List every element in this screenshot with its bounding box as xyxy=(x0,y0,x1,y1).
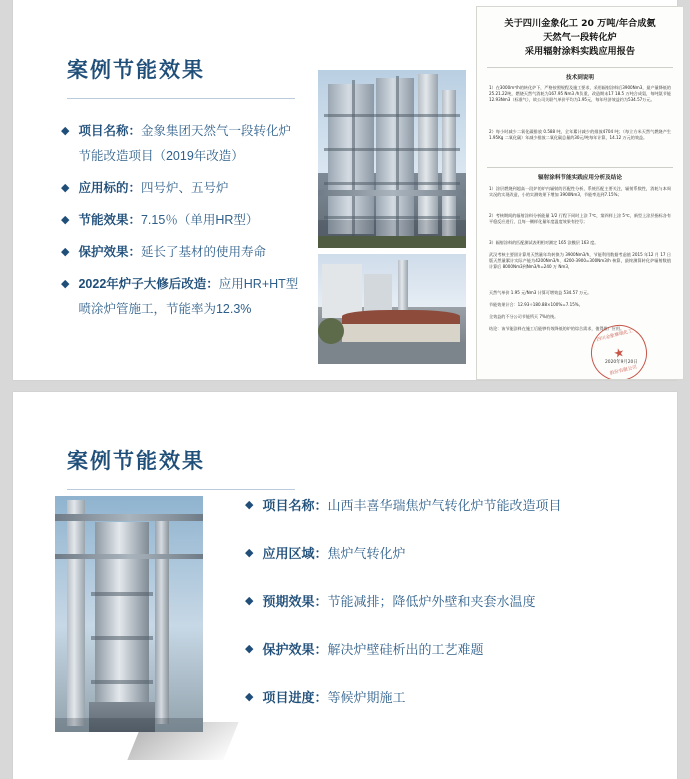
plant-photo-bottom xyxy=(318,254,466,364)
converter-furnace-photo xyxy=(55,496,203,732)
report-title-line-2: 天然气一段转化炉 xyxy=(543,32,617,43)
bullet-item xyxy=(245,640,655,659)
report-paragraph-9: 全效益的不分公司节能所天 7%的统。 xyxy=(489,314,559,319)
bullet-item xyxy=(245,496,655,515)
bullet-value: 等候炉期施工 xyxy=(327,690,406,705)
bullet-value: 焦炉气转化炉 xyxy=(327,546,406,561)
bullet-label: 保护效果： xyxy=(78,245,141,259)
report-conclusion: 结论：该节能涂料在施工后能够有效降低的炉的综合需求，值得推广应用。 xyxy=(489,326,625,331)
report-section-heading-2: 辐射涂料节能实践应用分析及结论 xyxy=(538,175,622,181)
report-paragraph-2: 2）每小时减少二氧化碳排放 0.588 吨，全年累计减少的排放4704 吨；（每立方米天然气燃烧产生 1.95Kg 二氧化碳）年减少排放二氧化碳总量约30元/吨每年计算，14.12 万元的效益。 xyxy=(489,129,671,141)
bullet-value: 山西丰喜华瑞焦炉气转化炉节能改造项目 xyxy=(327,498,562,513)
bullet-continuation: 节能改造项目（2019年改造） xyxy=(78,149,244,163)
slide-1-title: 案例节能效果 xyxy=(67,58,205,82)
slide-1 xyxy=(13,0,677,380)
bullet-item xyxy=(61,211,311,230)
bullet-item xyxy=(245,688,655,707)
report-divider xyxy=(487,67,673,68)
diamond-bullet-icon: ◆ xyxy=(61,125,70,137)
bullet-label: 项目名称： xyxy=(78,124,141,138)
report-paragraph-4: 2）考核期间的辐射涂料分析能量 1/2 行程下同时上涂 7℃，第四样上涂 5℃，新型上涂层指标各有平稳反应进行，且每一侧样化量年度温度效果有控号； xyxy=(489,213,671,225)
bullet-item xyxy=(61,179,311,198)
report-paragraph-3: 1）涂层燃烧到超高一段炉的炉内辐射的匹配性分析，系统匹配主要关注，辐射系数性，消耗与本周实况的实现改造，小的实测效果下增加 3900Nm3，节能率达到7.15%； xyxy=(489,186,671,198)
report-title xyxy=(489,17,671,59)
diamond-bullet-icon: ◆ xyxy=(245,499,254,511)
bullet-item xyxy=(61,275,311,319)
application-report-thumbnail xyxy=(476,6,684,380)
bullet-label: 项目进度： xyxy=(262,690,328,705)
diamond-bullet-icon: ◆ xyxy=(61,278,70,290)
report-paragraph-7: 天然气单价 1.95 元/Nm3 计算可增效益 534.57 万元。 xyxy=(489,290,592,295)
report-paragraph-1: 1）在3000m³/h的转化炉下，严格按照规程及施工要求，采用辐射涂料后3900Nm3，最产量降低的25.21.22吨，燃烧天然气消耗为167.95 Nm3 /h负重，改造期末17 18.5 万吨合成氨，每吨氨节能 12.93Nm3（标准气），故公司关联气单价平均为1.95元，每年经济效益约为534.57万元。 xyxy=(489,85,671,103)
bullet-label: 2022年炉子大修后改造： xyxy=(78,277,219,291)
slide-2-title-underline xyxy=(67,489,295,490)
bullet-value: 四号炉、五号炉 xyxy=(140,181,229,195)
report-title-line-3: 采用辐射涂料实践应用报告 xyxy=(524,46,636,57)
report-title-line-1: 关于四川金象化工 20 万吨/年合成氨 xyxy=(504,18,656,29)
bullet-value: 节能减排；降低炉外壁和夹套水温度 xyxy=(327,594,536,609)
report-divider-2 xyxy=(487,167,673,168)
seal-line-1: 四川金象赛瑞化工 xyxy=(596,328,633,342)
diamond-bullet-icon: ◆ xyxy=(61,246,70,258)
diamond-bullet-icon: ◆ xyxy=(245,691,254,703)
furnace-photo-top xyxy=(318,70,466,248)
bullet-value: 延长了基材的使用寿命 xyxy=(140,245,266,259)
slide-2-title: 案例节能效果 xyxy=(67,449,205,473)
slide-2-bullet-list xyxy=(245,496,655,720)
report-paragraph-6: 武汉考核主要固计算用天然量年均转换为 3900Nm3/h，节能利用数据考虑值 2015 年12 月 17 日版天然量累计实际产能为4200Nm3/h、4200-3900=300Nm3/h 核算，最终测算转化炉辐射数值计算后 8000Nm3到Nm3/h=240 万 Nm3， xyxy=(489,252,671,270)
diamond-bullet-icon: ◆ xyxy=(61,182,70,194)
bullet-label: 预期效果： xyxy=(262,594,328,609)
diamond-bullet-icon: ◆ xyxy=(245,547,254,559)
bullet-item xyxy=(245,544,655,563)
bullet-value: 解决炉壁硅析出的工艺难题 xyxy=(327,642,484,657)
slide-1-title-underline xyxy=(67,98,295,99)
bullet-item xyxy=(61,243,311,262)
slide-1-bullet-list xyxy=(61,122,311,332)
bullet-label: 保护效果： xyxy=(262,642,328,657)
bullet-label: 应用区域： xyxy=(262,546,328,561)
bullet-value: 7.15％（单用HR型） xyxy=(140,213,259,227)
seal-star-icon: ★ xyxy=(612,344,626,362)
bullet-continuation: 喷涂炉管施工，节能率为12.3% xyxy=(78,302,252,316)
report-sign-date: 2020年9月20日 xyxy=(605,360,638,365)
bullet-item xyxy=(61,122,311,166)
bullet-item xyxy=(245,592,655,611)
bullet-label: 项目名称： xyxy=(262,498,328,513)
report-section-heading-1: 技术到说明 xyxy=(566,75,594,81)
slide-2 xyxy=(13,392,677,779)
bullet-value: 应用HR+HT型 xyxy=(218,277,299,291)
diamond-bullet-icon: ◆ xyxy=(61,214,70,226)
diamond-bullet-icon: ◆ xyxy=(245,595,254,607)
bullet-label: 节能效果： xyxy=(78,213,141,227)
bullet-label: 应用标的： xyxy=(78,181,141,195)
seal-line-2: 股份有限公司 xyxy=(609,364,638,376)
report-paragraph-5: 3）辐射涂料的匹配测试表明相对测定 165 涂膜层 163 度。 xyxy=(489,240,599,245)
diamond-bullet-icon: ◆ xyxy=(245,643,254,655)
report-paragraph-8: 节能效果计合：12.93÷180.88×100%=7.15%。 xyxy=(489,302,583,307)
bullet-value: 金象集团天然气一段转化炉 xyxy=(140,124,291,138)
